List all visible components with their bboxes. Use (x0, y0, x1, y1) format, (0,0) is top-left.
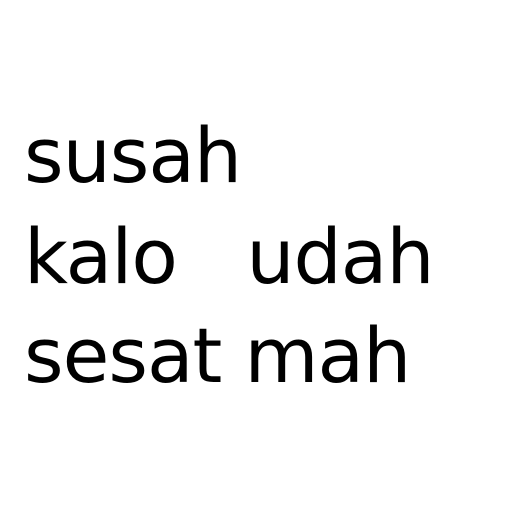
text-line-2: kalo udah (24, 212, 434, 301)
text-line-1: susah (24, 111, 242, 200)
text-line-3: sesat mah (24, 311, 411, 400)
